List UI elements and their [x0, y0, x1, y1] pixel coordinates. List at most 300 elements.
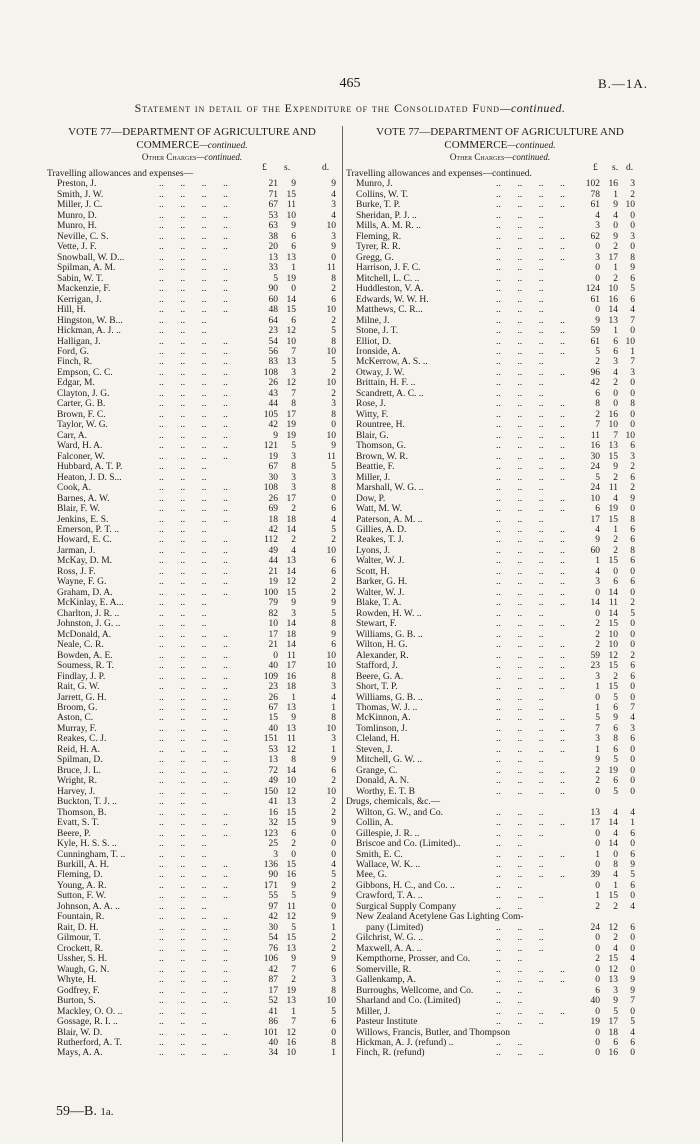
- left-row-pence: 10: [326, 221, 336, 232]
- right-row-pounds: 0: [595, 933, 600, 944]
- left-row-leader-dots: .. .. .. ..: [159, 682, 228, 693]
- left-row-shillings: 11: [286, 650, 296, 661]
- right-row-name: Thomson, G.: [356, 441, 406, 452]
- right-row-pounds: 9: [595, 755, 600, 766]
- right-row-shillings: 12: [608, 650, 618, 661]
- right-row-name: Surgical Supply Company: [356, 901, 457, 912]
- left-row-pence: 1: [331, 922, 336, 933]
- right-row-pence: 10: [625, 200, 635, 211]
- right-row-pence: 0: [630, 388, 635, 399]
- left-row-shillings: 12: [286, 744, 296, 755]
- left-row-pence: 6: [331, 765, 336, 776]
- left-row-name: Ford, G.: [57, 346, 89, 357]
- right-subheading-continued: —continued.: [504, 152, 551, 162]
- right-row-leader-dots: .. .. .. ..: [496, 765, 565, 776]
- right-row-shillings: 5: [613, 755, 618, 766]
- left-ledger-row: [47, 651, 337, 661]
- right-row-shillings: 5: [613, 692, 618, 703]
- left-row-pounds: 17: [268, 985, 278, 996]
- right-row-leader-dots: .. .. .. ..: [496, 535, 565, 546]
- left-row-pounds: 16: [268, 807, 278, 818]
- right-ledger-row: [346, 598, 646, 608]
- right-row-pounds: 2: [595, 619, 600, 630]
- left-row-leader-dots: .. .. .. ..: [159, 1027, 228, 1038]
- left-row-shillings: 4: [291, 545, 296, 556]
- right-row-leader-dots: .. .. .. ..: [496, 818, 565, 829]
- left-ledger-row: [47, 211, 337, 221]
- left-row-shillings: 19: [286, 430, 296, 441]
- right-ledger-row: [346, 651, 646, 661]
- right-row-leader-dots: .. .. ..: [496, 294, 544, 305]
- right-row-pence: 6: [630, 556, 635, 567]
- left-row-shillings: 15: [286, 818, 296, 829]
- right-row-shillings: 10: [608, 284, 618, 295]
- left-row-pence: 3: [331, 975, 336, 986]
- left-row-pence: 9: [331, 912, 336, 923]
- right-ledger-row: [346, 860, 646, 870]
- left-row-leader-dots: .. .. .. ..: [159, 880, 228, 891]
- right-row-shillings: 19: [608, 504, 618, 515]
- right-row-shillings: 1: [613, 880, 618, 891]
- left-row-pence: 6: [331, 504, 336, 515]
- right-row-pounds: 0: [595, 587, 600, 598]
- left-ledger-row: [47, 567, 337, 577]
- right-row-shillings: 2: [613, 472, 618, 483]
- left-ledger-row: [47, 1007, 337, 1017]
- left-ledger-row: [47, 860, 337, 870]
- right-row-shillings: 12: [608, 964, 618, 975]
- right-row-pounds: 10: [590, 493, 600, 504]
- right-ledger-row: [346, 494, 646, 504]
- right-row-pence: 3: [630, 179, 635, 190]
- left-row-shillings: 12: [286, 912, 296, 923]
- right-row-name: Travelling allowances and expenses—continued.: [346, 169, 532, 179]
- right-row-pence: 2: [630, 483, 635, 494]
- right-row-shillings: 17: [608, 252, 618, 263]
- right-row-pence: 0: [630, 1006, 635, 1017]
- right-row-shillings: 0: [613, 566, 618, 577]
- left-ledger-row: [47, 462, 337, 472]
- left-ledger-row: [47, 588, 337, 598]
- left-row-pounds: 23: [268, 682, 278, 693]
- right-row-pence: 0: [630, 326, 635, 337]
- left-row-pounds: 15: [268, 713, 278, 724]
- right-ledger-row: [346, 441, 646, 451]
- left-row-name: Murray, F.: [57, 723, 97, 734]
- right-row-pence: 2: [630, 598, 635, 609]
- right-ledger-row: [346, 473, 646, 483]
- right-row-pounds: 39: [590, 870, 600, 881]
- right-row-pounds: 23: [590, 661, 600, 672]
- left-row-shillings: 18: [286, 682, 296, 693]
- left-row-pounds: 54: [268, 336, 278, 347]
- left-row-shillings: 6: [291, 242, 296, 253]
- left-row-shillings: 15: [286, 933, 296, 944]
- left-row-name: Travelling allowances and expenses—: [47, 169, 194, 179]
- right-row-name: Sharland and Co. (Limited): [356, 996, 461, 1007]
- left-row-pounds: 136: [263, 860, 278, 871]
- left-row-shillings: 13: [286, 723, 296, 734]
- left-row-pence: 8: [331, 713, 336, 724]
- right-row-pence: 4: [630, 713, 635, 724]
- left-row-pence: 8: [331, 409, 336, 420]
- left-row-pounds: 40: [268, 723, 278, 734]
- left-row-shillings: 12: [286, 786, 296, 797]
- left-row-shillings: 11: [286, 901, 296, 912]
- right-row-leader-dots: .. .. .. ..: [496, 472, 565, 483]
- right-row-shillings: 3: [613, 985, 618, 996]
- right-row-leader-dots: .. .. .. ..: [496, 545, 565, 556]
- right-row-leader-dots: .. .. .. ..: [496, 744, 565, 755]
- right-ledger-row: [346, 263, 646, 273]
- left-row-name: Blair, F. W.: [57, 504, 100, 515]
- left-row-pence: 0: [331, 849, 336, 860]
- left-row-pence: 2: [331, 776, 336, 787]
- right-row-name: Alexander, R.: [356, 650, 409, 661]
- left-row-leader-dots: .. .. ..: [159, 901, 207, 912]
- left-row-shillings: 2: [291, 535, 296, 546]
- left-row-name: Ussher, S. H.: [57, 954, 108, 965]
- footer-suffix: 1a.: [100, 1106, 114, 1118]
- left-row-pounds: 44: [268, 399, 278, 410]
- left-row-leader-dots: .. .. .. ..: [159, 221, 228, 232]
- right-row-leader-dots: .. .. .. ..: [496, 242, 565, 253]
- right-row-name: Tyrer, R. R.: [356, 242, 401, 253]
- left-row-name: Reid, H. A.: [57, 744, 101, 755]
- right-row-pounds: 7: [595, 420, 600, 431]
- left-ledger-row: [47, 808, 337, 818]
- right-row-pence: 5: [630, 1017, 635, 1028]
- document-reference: B.—1A.: [598, 76, 649, 91]
- left-ledger-row: [47, 954, 337, 964]
- left-row-leader-dots: .. .. .. ..: [159, 807, 228, 818]
- right-row-pounds: 40: [590, 996, 600, 1007]
- left-row-pounds: 42: [268, 912, 278, 923]
- right-row-name: Paterson, A. M. ..: [356, 514, 423, 525]
- right-ledger-row: [346, 337, 646, 347]
- right-row-name: Stewart, F.: [356, 619, 397, 630]
- right-row-leader-dots: .. .. .. ..: [496, 734, 565, 745]
- right-row-name: Scott, H.: [356, 566, 390, 577]
- left-ledger-row: [47, 609, 337, 619]
- left-row-leader-dots: .. .. ..: [159, 326, 207, 337]
- left-row-shillings: 18: [286, 629, 296, 640]
- left-row-shillings: 14: [286, 765, 296, 776]
- left-row-pounds: 150: [263, 786, 278, 797]
- left-row-pounds: 17: [268, 629, 278, 640]
- right-row-pounds: 61: [590, 294, 600, 305]
- left-ledger-row: [47, 818, 337, 828]
- left-row-shillings: 18: [286, 514, 296, 525]
- left-row-pounds: 54: [268, 933, 278, 944]
- left-row-pence: 0: [331, 839, 336, 850]
- right-row-shillings: 1: [613, 189, 618, 200]
- left-row-leader-dots: .. .. .. ..: [159, 556, 228, 567]
- left-row-name: Carr, A.: [57, 430, 87, 441]
- left-col-pence: d.: [322, 163, 330, 173]
- right-ledger-row: [346, 986, 646, 996]
- right-row-leader-dots: .. .. ..: [496, 629, 544, 640]
- left-row-leader-dots: .. .. .. ..: [159, 860, 228, 871]
- left-row-pence: 9: [331, 441, 336, 452]
- left-ledger-row: [47, 399, 337, 409]
- right-row-leader-dots: .. ..: [496, 996, 523, 1007]
- left-row-shillings: 16: [286, 671, 296, 682]
- right-row-pence: 6: [630, 849, 635, 860]
- left-ledger-row: [47, 829, 337, 839]
- right-ledger-row: [346, 420, 646, 430]
- left-row-pounds: 112: [264, 535, 278, 546]
- right-row-name: Harrison, J. F. C.: [356, 263, 421, 274]
- right-row-shillings: 10: [608, 420, 618, 431]
- left-row-shillings: 12: [286, 378, 296, 389]
- left-row-pence: 9: [331, 629, 336, 640]
- left-row-pounds: 41: [268, 1006, 278, 1017]
- left-row-name: Neale, C. R.: [57, 640, 104, 651]
- right-row-pounds: 8: [595, 399, 600, 410]
- right-row-leader-dots: .. ..: [496, 1038, 523, 1048]
- left-ledger-row: [47, 483, 337, 493]
- right-row-name: Otway, J. W.: [356, 367, 405, 378]
- right-row-shillings: 12: [608, 922, 618, 933]
- right-row-name: Grange, C.: [356, 765, 398, 776]
- right-row-name: Munro, J.: [356, 179, 393, 190]
- right-row-shillings: 6: [613, 577, 618, 588]
- left-row-pence: 6: [331, 640, 336, 651]
- right-row-name: Fleming, R.: [356, 231, 402, 242]
- statement-continued: —continued.: [499, 101, 566, 115]
- left-row-name: Cunningham, T. ..: [57, 849, 126, 860]
- left-row-pounds: 21: [268, 640, 278, 651]
- right-ledger-row: [346, 274, 646, 284]
- right-row-pence: 7: [630, 702, 635, 713]
- left-row-leader-dots: .. .. .. ..: [159, 734, 228, 745]
- left-ledger-row: [47, 316, 337, 326]
- right-ledger-row: [346, 609, 646, 619]
- right-row-pounds: 16: [590, 441, 600, 452]
- right-row-shillings: 4: [613, 870, 618, 881]
- right-row-pence: 5: [630, 284, 635, 295]
- right-row-pence: 6: [630, 273, 635, 284]
- left-vote-continued: —continued.: [199, 140, 248, 151]
- right-ledger-row: [346, 368, 646, 378]
- left-ledger-row: [47, 975, 337, 985]
- right-ledger-row: [346, 996, 646, 1006]
- left-row-leader-dots: .. .. .. ..: [159, 200, 228, 211]
- left-row-leader-dots: .. .. .. ..: [159, 483, 228, 494]
- right-row-name: New Zealand Acetylene Gas Lighting Com-: [356, 912, 524, 923]
- left-ledger-row: [47, 996, 337, 1006]
- right-row-pounds: 0: [595, 786, 600, 797]
- left-ledger-row: [47, 1038, 337, 1048]
- left-row-pence: 2: [331, 315, 336, 326]
- right-ledger-row: [346, 787, 646, 797]
- right-row-pounds: 6: [595, 504, 600, 515]
- left-row-name: Johnson, A. A. ..: [57, 901, 120, 912]
- right-row-pence: 0: [630, 933, 635, 944]
- right-ledger-row: [346, 347, 646, 357]
- right-row-shillings: 13: [608, 975, 618, 986]
- left-row-leader-dots: .. .. .. ..: [159, 744, 228, 755]
- left-row-pounds: 87: [268, 975, 278, 986]
- right-row-shillings: 17: [608, 1017, 618, 1028]
- left-ledger-row: [47, 431, 337, 441]
- left-row-pounds: 32: [268, 818, 278, 829]
- left-row-leader-dots: .. .. .. ..: [159, 566, 228, 577]
- right-row-pounds: 6: [595, 985, 600, 996]
- left-row-pounds: 41: [268, 797, 278, 808]
- right-row-pence: 4: [630, 1027, 635, 1038]
- left-row-leader-dots: .. .. .. ..: [159, 661, 228, 672]
- left-row-leader-dots: .. .. .. ..: [159, 378, 228, 389]
- right-ledger-row: [346, 755, 646, 765]
- right-row-leader-dots: .. .. .. ..: [496, 849, 565, 860]
- left-row-leader-dots: .. .. .. ..: [159, 284, 228, 295]
- right-ledger-row: [346, 1038, 646, 1048]
- right-row-pounds: 3: [595, 734, 600, 745]
- left-row-pounds: 33: [268, 263, 278, 274]
- left-row-pence: 3: [331, 231, 336, 242]
- right-row-shillings: 5: [613, 786, 618, 797]
- right-row-pounds: 96: [590, 367, 600, 378]
- right-row-pounds: 61: [590, 336, 600, 347]
- right-ledger-row: [346, 221, 646, 231]
- left-ledger-row: [47, 190, 337, 200]
- right-row-pence: 8: [630, 399, 635, 410]
- right-row-pence: 0: [630, 692, 635, 703]
- right-row-pence: 3: [630, 231, 635, 242]
- left-row-leader-dots: .. .. ..: [159, 797, 207, 808]
- left-ledger-row: [47, 766, 337, 776]
- right-ledger-row: [346, 556, 646, 566]
- right-row-leader-dots: .. .. .. ..: [496, 189, 565, 200]
- right-row-leader-dots: .. .. ..: [496, 1048, 544, 1059]
- left-row-pence: 10: [326, 378, 336, 389]
- right-row-leader-dots: .. .. .. ..: [496, 776, 565, 787]
- left-row-name: Blair, W. D.: [57, 1027, 103, 1038]
- right-row-pounds: 3: [595, 671, 600, 682]
- right-row-pounds: 1: [595, 702, 600, 713]
- left-row-shillings: 15: [286, 305, 296, 316]
- left-row-name: Waugh, G. N.: [57, 964, 110, 975]
- left-row-pounds: 69: [268, 504, 278, 515]
- left-ledger-row: [47, 713, 337, 723]
- right-row-pence: 0: [630, 409, 635, 420]
- right-row-leader-dots: .. .. ..: [496, 1017, 544, 1028]
- right-row-shillings: 18: [608, 1027, 618, 1038]
- right-row-name: Walter, W. J.: [356, 587, 405, 598]
- left-ledger-row: [47, 598, 337, 608]
- right-subheading: [352, 152, 648, 162]
- left-ledger-row: [47, 221, 337, 231]
- right-row-name: Watt, M. W.: [356, 504, 402, 515]
- right-row-pounds: 24: [590, 922, 600, 933]
- left-row-pence: 3: [331, 682, 336, 693]
- left-row-pence: 2: [331, 880, 336, 891]
- right-row-shillings: 9: [613, 462, 618, 473]
- left-row-leader-dots: .. .. .. ..: [159, 189, 228, 200]
- right-row-leader-dots: .. .. ..: [496, 943, 544, 954]
- left-row-pounds: 30: [268, 922, 278, 933]
- right-row-pounds: 0: [595, 964, 600, 975]
- right-row-shillings: 15: [608, 661, 618, 672]
- right-row-pounds: 42: [590, 378, 600, 389]
- right-row-shillings: 0: [613, 221, 618, 232]
- left-row-leader-dots: .. .. .. ..: [159, 535, 228, 546]
- left-ledger-row: [47, 891, 337, 901]
- right-row-pounds: 0: [595, 242, 600, 253]
- left-row-name: Munro, D.: [57, 210, 97, 221]
- right-row-pence: 2: [630, 462, 635, 473]
- left-ledger-row: [47, 693, 337, 703]
- left-row-pounds: 67: [268, 200, 278, 211]
- left-row-leader-dots: .. .. ..: [159, 472, 207, 483]
- right-row-pence: 2: [630, 650, 635, 661]
- left-row-leader-dots: .. .. .. ..: [159, 210, 228, 221]
- left-ledger-row: [47, 787, 337, 797]
- left-row-name: Johnston, J. G. ..: [57, 619, 121, 630]
- right-row-pence: 9: [630, 975, 635, 986]
- left-row-shillings: 9: [291, 598, 296, 609]
- right-row-leader-dots: .. .. ..: [496, 388, 544, 399]
- left-ledger-row: [47, 965, 337, 975]
- right-ledger-row: [346, 483, 646, 493]
- right-row-shillings: 14: [608, 587, 618, 598]
- left-row-shillings: 8: [291, 399, 296, 410]
- right-row-shillings: 3: [613, 357, 618, 368]
- left-row-name: Ward, H. A.: [57, 441, 103, 452]
- left-row-leader-dots: .. .. .. ..: [159, 629, 228, 640]
- left-row-pounds: 82: [268, 608, 278, 619]
- right-row-shillings: 4: [613, 493, 618, 504]
- left-row-pounds: 43: [268, 388, 278, 399]
- left-ledger-row: [47, 703, 337, 713]
- right-row-leader-dots: .. .. .. ..: [496, 723, 565, 734]
- right-row-leader-dots: .. .. .. ..: [496, 587, 565, 598]
- left-row-leader-dots: .. .. .. ..: [159, 985, 228, 996]
- right-ledger-row: [346, 326, 646, 336]
- left-row-name: Evatt, S. T.: [57, 818, 100, 829]
- right-row-pounds: 78: [590, 189, 600, 200]
- right-ledger-row: [346, 253, 646, 263]
- right-row-name: Blair, G.: [356, 430, 389, 441]
- left-row-name: Bowden, A. E.: [57, 650, 113, 661]
- left-row-shillings: 3: [291, 451, 296, 462]
- right-ledger-row: [346, 535, 646, 545]
- right-row-shillings: 13: [608, 315, 618, 326]
- right-ledger-row: [346, 515, 646, 525]
- right-ledger-row: [346, 1028, 646, 1038]
- right-row-leader-dots: .. .. .. ..: [496, 252, 565, 263]
- right-row-name: Wilton, G. W., and Co.: [356, 807, 443, 818]
- right-row-name: Stafford, J.: [356, 661, 398, 672]
- left-ledger-row: [47, 776, 337, 786]
- left-row-leader-dots: .. .. ..: [159, 598, 207, 609]
- left-row-pence: 9: [331, 954, 336, 965]
- left-row-leader-dots: .. .. .. ..: [159, 545, 228, 556]
- right-row-shillings: 6: [613, 346, 618, 357]
- right-row-shillings: 13: [608, 441, 618, 452]
- right-row-pence: 8: [630, 514, 635, 525]
- right-row-name: Gregg, G.: [356, 252, 394, 263]
- left-row-shillings: 13: [286, 357, 296, 368]
- right-row-name: Finch, R. (refund): [356, 1048, 425, 1059]
- left-row-pence: 6: [331, 294, 336, 305]
- left-row-pounds: 19: [268, 451, 278, 462]
- right-row-pence: 0: [630, 210, 635, 221]
- left-row-pounds: 53: [268, 210, 278, 221]
- right-row-shillings: 6: [613, 744, 618, 755]
